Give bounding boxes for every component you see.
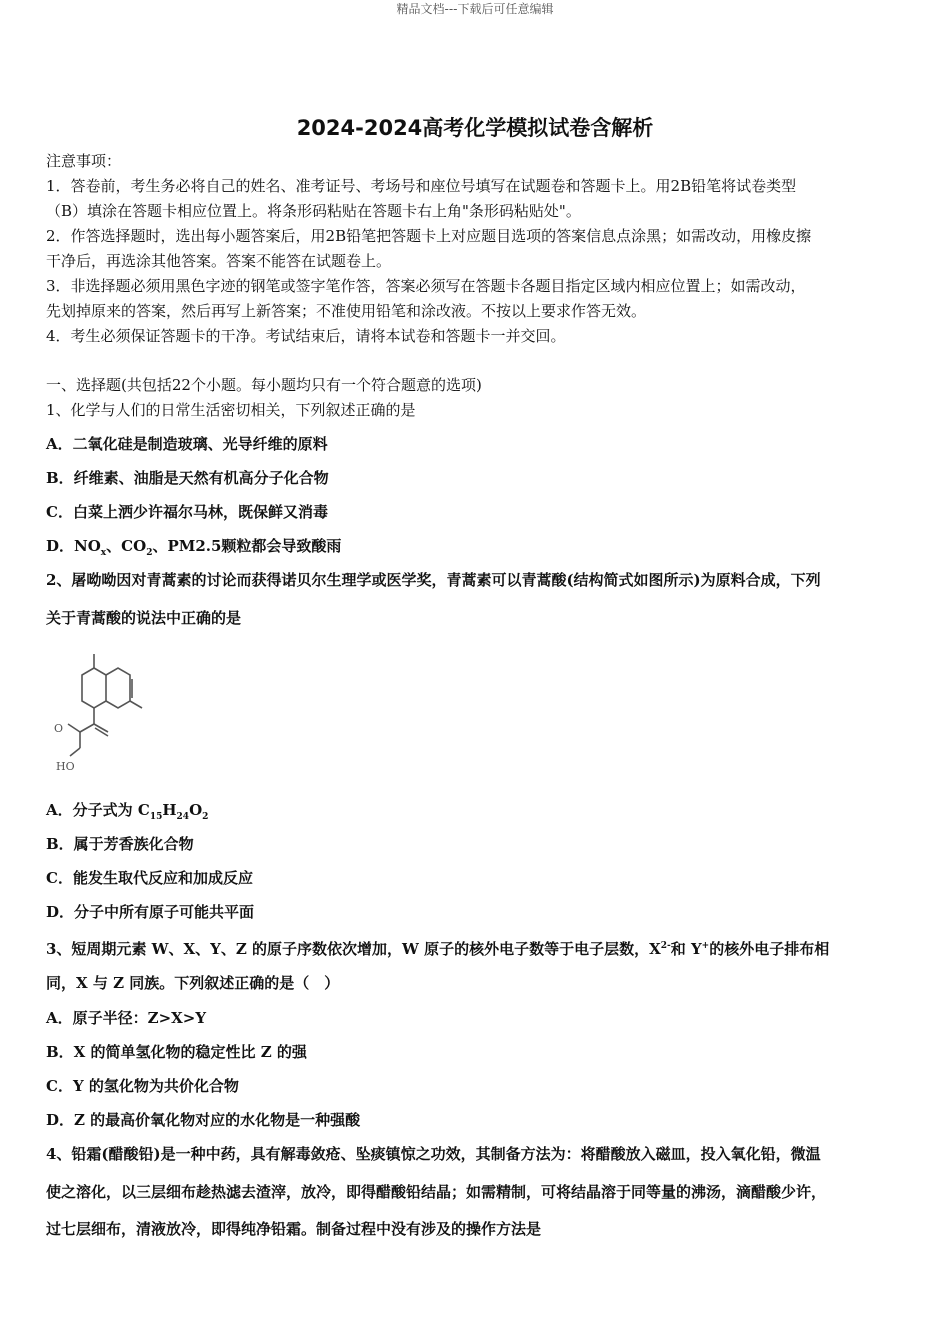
question-2-stem: 2、屠呦呦因对青蒿素的讨论而获得诺贝尔生理学或医学奖，青蒿素可以青蒿酸(结构简式如图所示)为原料合成，下列 <box>46 571 821 589</box>
notice-line: 先划掉原来的答案，然后再写上新答案；不准使用铅笔和涂改液。不按以上要求作答无效。 <box>46 302 647 320</box>
question-3-stem: 3、短周期元素 W、X、Y、Z 的原子序数依次增加，W 原子的核外电子数等于电子层数，$X^{2-}$和 Y+的核外电子排布相 <box>46 940 830 958</box>
question-4-stem: 4、铅霜(醋酸铅)是一种中药，具有解毒敛疮、坠痰镇惊之功效，其制备方法为：将醋酸放入磁皿，投入氧化铅，微温 <box>46 1145 821 1163</box>
q3-option-a: A．原子半径：Z>X>Y <box>46 1009 207 1027</box>
section-heading: 一、选择题(共包括22个小题。每小题均只有一个符合题意的选项) <box>46 376 482 394</box>
q3-option-b: B．X 的简单氢化物的稳定性比 Z 的强 <box>46 1043 307 1061</box>
page-header: 精品文档---下载后可任意编辑 <box>396 2 554 16</box>
q1-option-b: B．纤维素、油脂是天然有机高分子化合物 <box>46 469 329 487</box>
notice-line: 3．非选择题必须用黑色字迹的钢笔或签字笔作答，答案必须写在答题卡各题目指定区域内相应位置上；如需改动， <box>46 277 806 295</box>
question-1-stem: 1、化学与人们的日常生活密切相关，下列叙述正确的是 <box>46 401 416 419</box>
q1-option-d: D．$NO_x$、$CO_2$、PM2.5颗粒都会导致酸雨 <box>46 537 342 558</box>
notice-line: （B）填涂在答题卡相应位置上。将条形码粘贴在答题卡右上角"条形码粘贴处"。 <box>46 202 581 220</box>
notice-line: 1．答卷前，考生务必将自己的姓名、准考证号、考场号和座位号填写在试题卷和答题卡上。用2B铅笔将试卷类型 <box>46 177 797 195</box>
notice-line: 4．考生必须保证答题卡的干净。考试结束后，请将本试卷和答题卡一并交回。 <box>46 327 566 345</box>
question-4-stem-cont: 使之溶化，以三层细布趁热滤去渣滓，放冷，即得醋酸铅结晶；如需精制，可将结晶溶于同等量的沸汤，滴醋酸少许， <box>46 1183 827 1201</box>
q3-option-c: C．Y 的氢化物为共价化合物 <box>46 1077 239 1095</box>
notice-line: 干净后，再选涂其他答案。答案不能答在试题卷上。 <box>46 252 392 270</box>
artemisinic-acid-structure <box>48 648 168 780</box>
q2-option-c: C．能发生取代反应和加成反应 <box>46 869 253 887</box>
q2-option-a: A．分子式为 $C_{15}H_{24}O_2$ <box>46 801 209 822</box>
notice-heading: 注意事项： <box>46 152 122 170</box>
atom-hydroxyl: HO <box>56 760 75 773</box>
q2-option-d: D．分子中所有原子可能共平面 <box>46 903 255 921</box>
q2-option-b: B．属于芳香族化合物 <box>46 835 194 853</box>
question-4-stem-cont: 过七层细布，清液放冷，即得纯净铅霜。制备过程中没有涉及的操作方法是 <box>46 1220 542 1238</box>
q3-option-d: D．Z 的最高价氧化物对应的水化物是一种强酸 <box>46 1111 361 1129</box>
notice-line: 2．作答选择题时，选出每小题答案后，用2B铅笔把答题卡上对应题目选项的答案信息点涂黑；如需改动，用橡皮擦 <box>46 227 812 245</box>
atom-oxygen: O <box>54 722 64 735</box>
page-title: 2024-2024高考化学模拟试卷含解析 <box>296 116 654 140</box>
q1-option-c: C．白菜上洒少许福尔马林，既保鲜又消毒 <box>46 503 328 521</box>
question-3-stem-cont: 同，X 与 Z 同族。下列叙述正确的是（ ） <box>46 974 340 992</box>
question-2-stem-cont: 关于青蒿酸的说法中正确的是 <box>46 609 242 627</box>
q1-option-a: A．二氧化硅是制造玻璃、光导纤维的原料 <box>46 435 328 453</box>
